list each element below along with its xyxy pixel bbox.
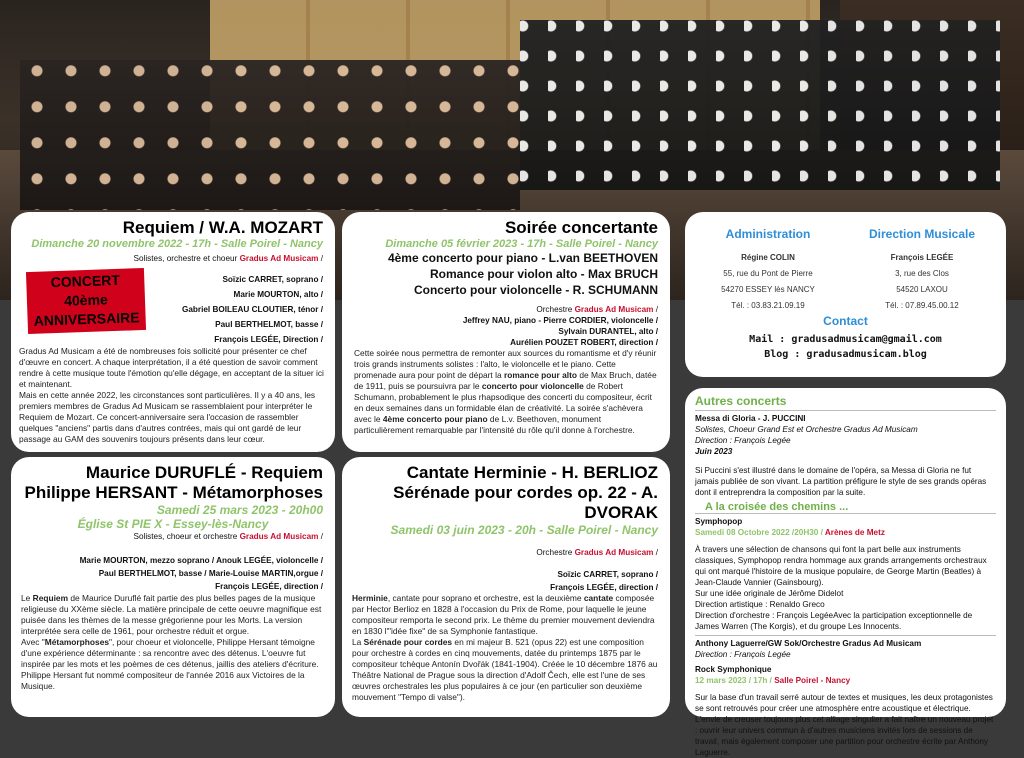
berlioz-description: Herminie, cantate pour soprano et orchestre, est la deuxième cantate composée par Hector Berlioz en 1828 à l'occasion du Prix de Rome, pour laquelle le jeune compositeur remporta le second prix. Le thème du premier mouvement deviendra en 1830 l'"idée fixe" de sa Symphonie fantastique. La Sérénade pour cordes en mi majeur B. 521 (opus 22) est une composition pour orchestre à cordes en cinq mouvements, datée du printemps 1875 par le compositeur tchèque Antonín Dvořák (1841-1904). Créée le 10 décembre 1876 au Théâtre National de Prague sous la direction d'Adolf Čech, elle est l'une de ses œuvres orchestrales les plus populaires à ce jour (en particulier son deuxième mouvement "Tempo di valse").	[352, 593, 658, 702]
berlioz-title-2: Sérénade pour cordes op. 22 - A. DVORAK	[393, 483, 658, 522]
card-contact-info	[685, 212, 1006, 377]
contact-mail[interactable]: Mail : gradusadmusicam@gmail.com	[749, 334, 942, 345]
durufle-title-1: Maurice DURUFLÉ - Requiem	[85, 463, 323, 482]
soiree-title: Soirée concertante	[504, 218, 658, 237]
berlioz-date: Samedi 03 juin 2023 - 20h - Salle Poirel - Nancy	[390, 523, 658, 537]
mozart-title: Requiem / W.A. MOZART	[122, 218, 323, 237]
durufle-title-2: Philippe HERSANT - Métamorphoses	[24, 483, 323, 502]
card-berlioz-herminie	[342, 457, 670, 717]
autres-head: Autres concerts	[695, 394, 787, 408]
card-durufle-requiem	[11, 457, 335, 717]
durufle-description: Le Requiem de Maurice Duruflé fait partie des plus belles pages de la musique religieuse du XXème siècle. La matière principale de cette oeuvre magnifique est puisée dans les thèmes de la messe grégorienne pour les Morts. La version interprétée sera celle de 1961, pour orchestre réduit et orgue. Avec "Métamorphoses", pour choeur et violoncelle, Philippe Hersant témoigne d'une expérience déterminante : sa rencontre avec des détenus. L'oeuvre fut inspirée par les mots et les poèmes de ces détenus, jaillis des ateliers d'écriture. Philippe Hersant fut nommé compositeur de l'année 2016 aux Victoires de la Musique.	[21, 593, 322, 691]
durufle-soloists: Marie MOURTON, mezzo soprano / Anouk LEGÉE, violoncelle / Paul BERTHELMOT, basse / Marie-Louise MARTIN,orgue / François LEGÉE, direction /	[79, 556, 323, 591]
choir-group	[520, 20, 1000, 190]
durufle-date: Samedi 25 mars 2023 - 20h00	[156, 503, 323, 517]
contact-section: Contact Mail : gradusadmusicam@gmail.com Blog : gradusadmusicam.blog	[685, 314, 1006, 360]
berlioz-orchestra: Orchestre Gradus Ad Musicam /	[536, 548, 658, 557]
mozart-ensemble: Gradus Ad Musicam	[239, 254, 319, 263]
direction-musicale-column: Direction Musicale François LEGÉE 3, rue des Clos 54520 LAXOU Tél. : 07.89.45.00.12	[868, 227, 976, 310]
contact-blog[interactable]: Blog : gradusadmusicam.blog	[764, 349, 927, 360]
mozart-ensemble-line: Solistes, orchestre et choeur Gradus Ad Musicam /	[133, 254, 323, 263]
soiree-orchestra: Orchestre Gradus Ad Musicam /	[536, 305, 658, 314]
anniversary-badge: CONCERT 40ème ANNIVERSAIRE	[26, 268, 146, 334]
mozart-soloists: Soïzic CARRET, soprano / Marie MOURTON, alto / Gabriel BOILEAU CLOUTIER, ténor / Paul BERTHELMOT, basse / François LEGÉE, Direction /	[181, 275, 323, 344]
card-mozart-requiem	[11, 212, 335, 452]
soiree-date: Dimanche 05 février 2023 - 17h - Salle Poirel - Nancy	[385, 238, 658, 250]
event-symphopop: Symphopop Samedi 08 Octobre 2022 /20H30 / Arènes de Metz À travers une sélection de chansons qui font la part belle aux instruments classiques, Symphopop rendra hommage aux grands arrangements orchestraux qui ont marqué l'histoire de la musique populaire, de George Martin (Beatles) à Jean-Claude Vannier (Gainsbourg). Sur une idée originale de Jérôme Didelot Direction artistique : Renaldo Greco Direction d'orchestre : François LegéeAvec la participation exceptionnelle de James Warren (The Korgis), et du groupe Les Innocents.	[695, 513, 996, 632]
soiree-soloists: Jeffrey NAU, piano - Pierre CORDIER, violoncelle / Sylvain DURANTEL, alto / Aurélien POUZET ROBERT, direction /	[462, 316, 658, 347]
berlioz-soloists: Soïzic CARRET, soprano / François LEGÉE, direction /	[550, 570, 658, 592]
soiree-description: Cette soirée nous permettra de remonter aux sources du romantisme et d'y réunir trois grands instruments solistes : l'alto, le violoncelle et le piano. Cette promenade aura pour point de départ la romance pour alto de Max Bruch, datée de 1911, puis se poursuivra par le concerto pour violoncelle de Robert Schumann, probablement le plus rhapsodique des concerti du compositeur, écrit en deux semaines dans un formidable élan de créativité. La soirée s'achèvera avec le 4ème concerto pour piano de L.v. Beethoven, monument particulièrement remarquable par l'intensité du rôle qu'il donne à l'orchestre.	[354, 348, 657, 435]
croisee-head: A la croisée des chemins ...	[705, 501, 849, 513]
event-puccini: Messa di Gloria - J. PUCCINI Solistes, Choeur Grand Est et Orchestre Gradus Ad Musicam Direction : François Legée Juin 2023 Si Puccini s'est illustré dans le domaine de l'opéra, sa Messa di Gloria ne fut jamais publiée de son vivant. La partition préfigure le style de ses grands opéras dont il entreprendra la composition par la suite.	[695, 410, 996, 498]
berlioz-title-1: Cantate Herminie - H. BERLIOZ	[406, 463, 658, 482]
durufle-place: Église St PIE X - Essey-lès-Nancy	[77, 517, 269, 531]
orchestra-group	[20, 60, 520, 210]
card-autres-concerts	[685, 388, 1006, 757]
administration-column: Administration Régine COLIN 55, rue du Pont de Pierre 54270 ESSEY lès NANCY Tél. : 03.83.21.09.19	[721, 227, 815, 310]
mozart-date: Dimanche 20 novembre 2022 - 17h - Salle Poirel - Nancy	[31, 238, 323, 250]
card-soiree-concertante	[342, 212, 670, 452]
durufle-ensemble-line: Solistes, choeur et orchestre Gradus Ad Musicam /	[133, 532, 323, 541]
mozart-description: Gradus Ad Musicam a été de nombreuses fois sollicité pour présenter ce chef d'œuvre en concert. A chaque interprétation, il a été question de savoir comment rendre à cette musique toute l'émotion qu'elle dégage, en acceptant de la situer ici et maintenant. Mais en cette année 2022, les circonstances sont particulières. Il y a 40 ans, les premiers membres de Gradus Ad Musicam se rassemblaient pour interpréter le Requiem de Mozart. Ce concert-anniversaire sera l'occasion de rassembler quelques "anciens" partis dans d'autres contrées, mais qui ont gardé de leur passage au GAM des souvenirs toujours présents dans leur cœur.	[19, 346, 324, 444]
soiree-works: 4ème concerto pour piano - L.van BEETHOVEN Romance pour violon alto - Max BRUCH Concerto pour violoncelle - R. SCHUMANN	[387, 251, 658, 297]
event-rock-symphonique: Anthony Laguerre/GW Sok/Orchestre Gradus Ad Musicam Direction : François Legée Rock Symphonique 12 mars 2023 / 17h / Salle Poirel - Nancy Sur la base d'un travail serré autour de textes et musiques, les deux protagonistes se sont retrouvés pour créer une atmosphère entre acoustique et électrique. L'envie de creuser toujours plus cet alliage singulier a fait naître un nouveau projet : ouvrir leur univers commun à d'autres musiciens invités lors de sessions de travail, mais également composer une partition pour orchestre écrite par Anthony Laguerre.	[695, 635, 996, 758]
